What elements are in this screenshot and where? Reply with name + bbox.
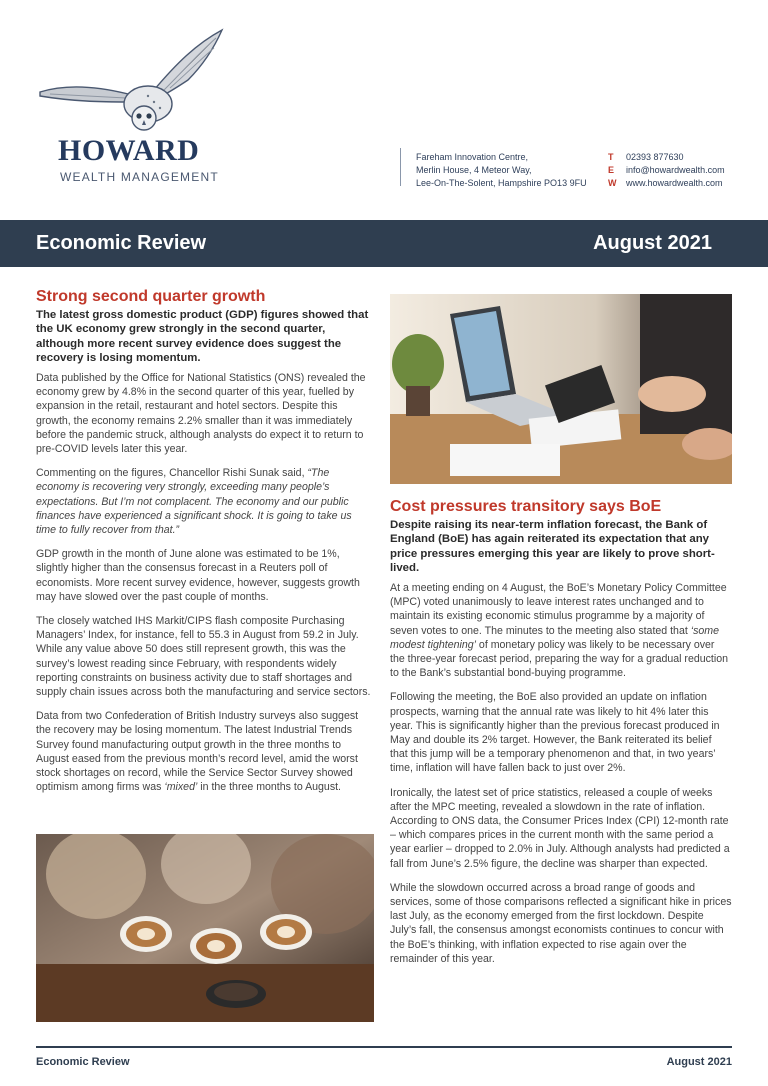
email-link[interactable]: info@howardwealth.com <box>626 165 725 175</box>
paragraph: Data from two Confederation of British Industry surveys also suggest the recovery may be losing momentum. The latest Industrial Trends Survey found manufacturing output growth in the three months to August eased from the previous month’s record level, amid the worst stock shortages on record, while the Service Sector Survey showed optimism among firms was ‘mixed’ in the three months to August. <box>36 710 359 794</box>
footer-date: August 2021 <box>666 1056 732 1068</box>
coffee-cups-photo <box>36 834 374 1022</box>
contact-address <box>416 151 606 190</box>
web-letter: W <box>608 178 617 188</box>
quote: ‘some modest tightening’ <box>390 624 719 651</box>
article-lead: Despite raising its near-term inflation forecast, the Bank of England (BoE) has again reiterated its expectation that any price pressures emerging this year are likely to prove short-lived. <box>390 519 715 574</box>
article-heading: Cost pressures transitory says BoE <box>390 498 662 515</box>
contact-letters <box>608 151 622 190</box>
paragraph: Commenting on the figures, Chancellor Rishi Sunak said, “The economy is recovering very strongly, exceeding many people’s expectations. But I’m not complacent. The economy and our public finances have experienced a significant shock. It is going to take us time to fully recover from that.” <box>36 467 352 537</box>
email-letter: E <box>608 165 615 175</box>
article-boe <box>390 500 732 976</box>
paragraph: Following the meeting, the BoE also provided an update on inflation prospects, warning that the annual rate was likely to hit 4% later this year. This is significantly higher than the previous forecast produced in May and double its 2% target. However, the Bank reiterated its belief that this jump will be a temporary phenomenon and that, in two years’ time, inflation will have fallen back to just over 2%. <box>390 691 720 775</box>
article-gdp <box>36 290 374 805</box>
document-title: Economic Review <box>36 232 207 254</box>
contact-divider <box>400 148 401 186</box>
website-link[interactable]: www.howardwealth.com <box>626 178 723 188</box>
document-date: August 2021 <box>593 232 712 254</box>
article-heading: Strong second quarter growth <box>36 288 266 305</box>
laptop-business-photo <box>390 294 732 484</box>
footer-title: Economic Review <box>36 1056 130 1068</box>
address-line: Lee-On-The-Solent, Hampshire PO13 9FU <box>416 178 587 188</box>
footer-divider <box>36 1046 732 1048</box>
brand-name: HOWARD <box>58 134 200 167</box>
paragraph: GDP growth in the month of June alone was estimated to be 1%, slightly higher than the consensus forecast in a Reuters poll of economists. More recent survey evidence, however, suggests growth may have slowed over the past couple of months. <box>36 548 360 603</box>
address-line: Fareham Innovation Centre, <box>416 152 529 162</box>
phone-number: 02393 877630 <box>626 152 684 162</box>
paragraph: At a meeting ending on 4 August, the BoE’s Monetary Policy Committee (MPC) voted unanimously to leave interest rates unchanged and to maintain its existing economic stimulus programme by a majority of seven votes to one. The minutes to the meeting also stated that ‘some modest tightening’ of monetary policy was likely to be necessary over the three-year forecast period, preparing the way for a gradual reduction to the Bank’s substantial bond-buying programme. <box>390 582 729 680</box>
article-lead: The latest gross domestic product (GDP) figures showed that the UK economy grew strongly in the second quarter, although more recent survey evidence does suggest the recovery is losing momentum. <box>36 309 369 364</box>
address-line: Merlin House, 4 Meteor Way, <box>416 165 532 175</box>
brand-subtitle: WEALTH MANAGEMENT <box>60 170 219 184</box>
paragraph: While the slowdown occurred across a broad range of goods and services, some of those comparisons reflected a significant hike in prices last July, as the economy emerged from the first lockdown. Despite July’s fall, the consensus amongst economists continues to concur with the BoE’s thinking, with inflation expected to rise again over the remainder of this year. <box>390 881 732 965</box>
phone-letter: T <box>608 152 614 162</box>
paragraph: The closely watched IHS Markit/CIPS flash composite Purchasing Managers’ Index, for instance, fell to 55.3 in August from 59.2 in July. While any value above 50 does still represent growth, this was the survey’s lowest reading since February, with respondents widely reporting constraints on business activity due to staff shortages and supply chain issues across both the manufacturing and service sectors. <box>36 615 371 699</box>
paragraph: Ironically, the latest set of price statistics, released a couple of weeks after the MPC meeting, revealed a slowdown in the rate of inflation. According to ONS data, the Consumer Prices Index (CPI) 12-month rate – which compares prices in the current month with the same period a year earlier – dropped to 2.0% in July. Although analysts had predicted a fall from June’s 2.5% figure, the decline was sharper than expected. <box>390 786 730 870</box>
contact-values <box>626 151 756 190</box>
quote: “The economy is recovering very strongly, exceeding many people’s expectations. But I’m not complacent. The economy and our public finances have experienced a significant shock. It is going to take us time to fully recover from that.” <box>36 467 352 537</box>
quote: ‘mixed’ <box>164 781 198 794</box>
paragraph: Data published by the Office for National Statistics (ONS) revealed the economy grew by 4.8% in the second quarter of this year, fuelled by expansion in the retail, restaurant and hotel sectors. Despite this growth, the economy remains 2.2% smaller than it was immediately before the pandemic struck, although analysts do expect it to return to pre-COVID levels later this year. <box>36 372 366 456</box>
